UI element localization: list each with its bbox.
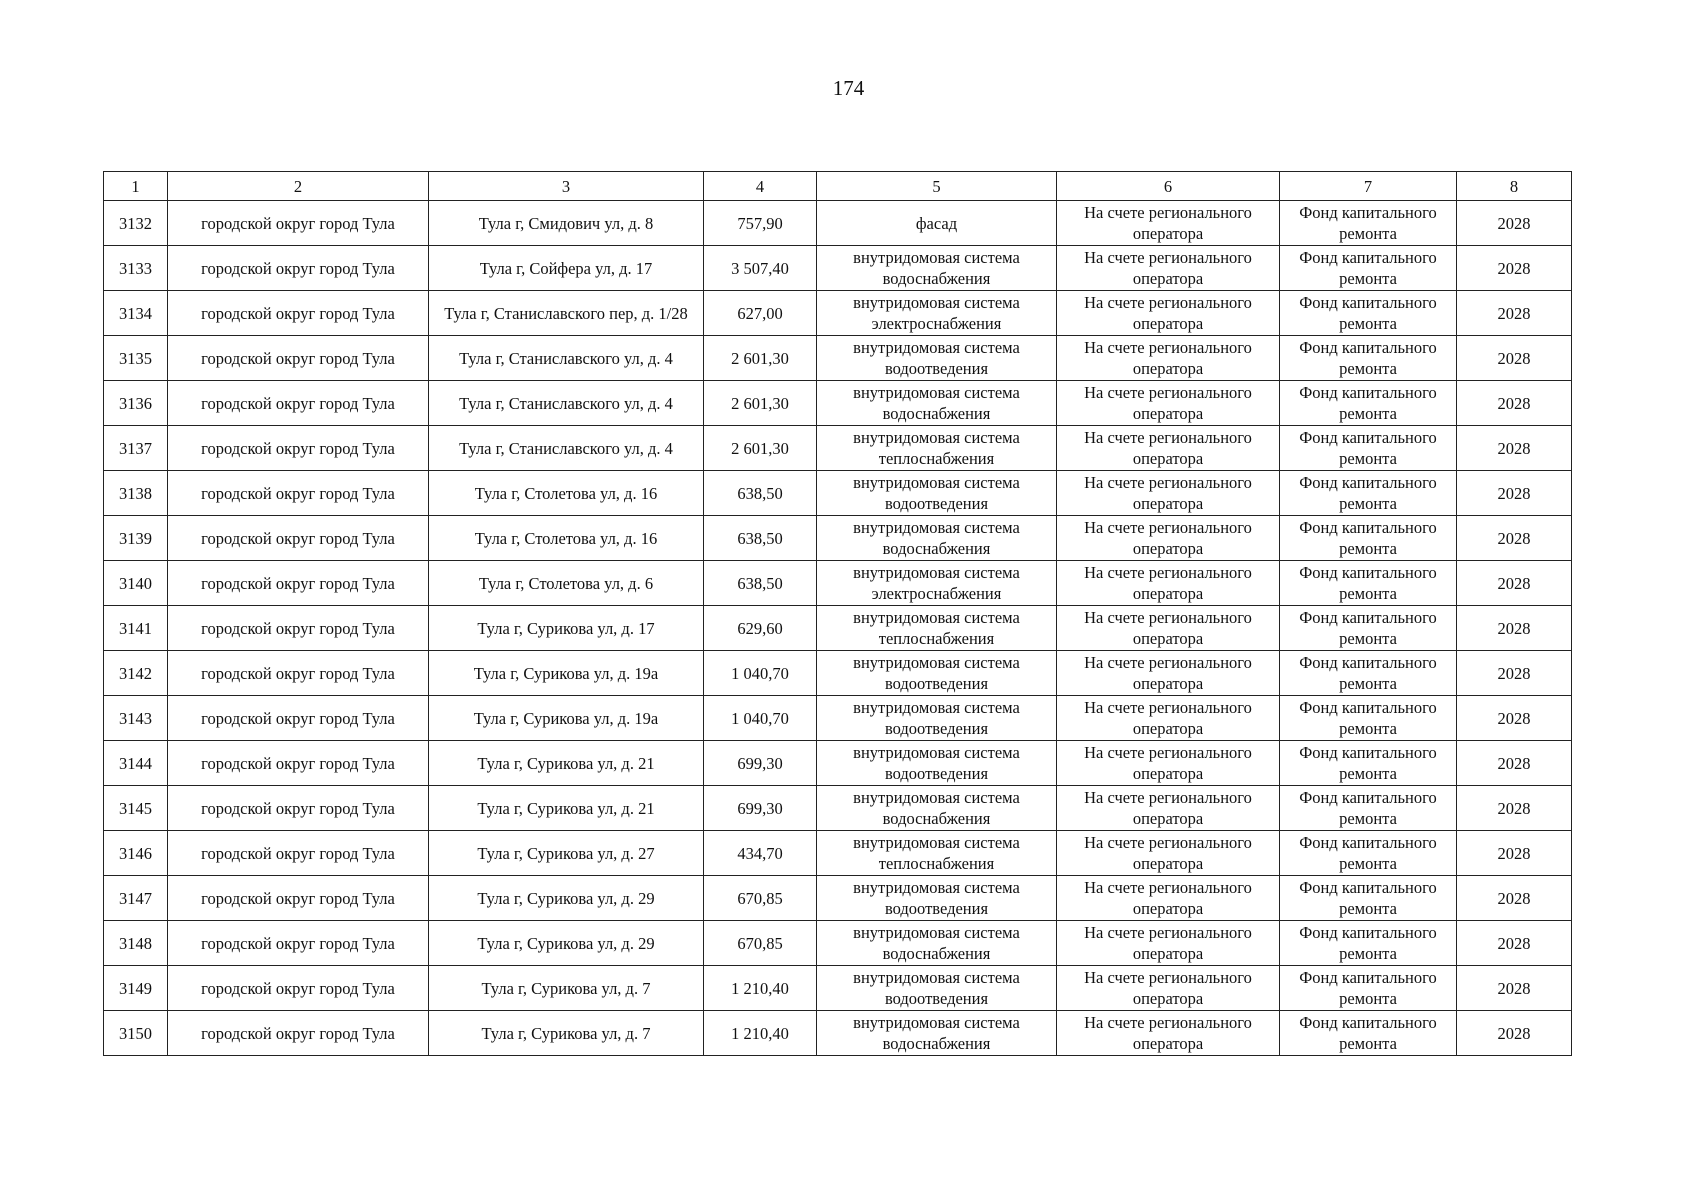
municipality-cell: городской округ город Тула (168, 336, 429, 381)
address-cell: Тула г, Сурикова ул, д. 29 (429, 921, 704, 966)
work-type-cell: внутридомовая система водоснабжения (817, 516, 1057, 561)
table-body (104, 201, 1572, 1056)
area-cell: 670,85 (704, 921, 817, 966)
table-row (104, 741, 1572, 786)
address-cell: Тула г, Сурикова ул, д. 7 (429, 1011, 704, 1056)
address-cell: Тула г, Станиславского ул, д. 4 (429, 381, 704, 426)
column-header: 3 (429, 172, 704, 201)
year-cell: 2028 (1457, 471, 1572, 516)
row-number-cell: 3138 (104, 471, 168, 516)
table-row (104, 201, 1572, 246)
table-row (104, 606, 1572, 651)
row-number-cell: 3143 (104, 696, 168, 741)
area-cell: 670,85 (704, 876, 817, 921)
address-cell: Тула г, Сурикова ул, д. 21 (429, 786, 704, 831)
municipality-cell: городской округ город Тула (168, 1011, 429, 1056)
funding-source-cell: Фонд капитального ремонта (1280, 426, 1457, 471)
municipality-cell: городской округ город Тула (168, 786, 429, 831)
row-number-cell: 3137 (104, 426, 168, 471)
municipality-cell: городской округ город Тула (168, 516, 429, 561)
work-type-cell: внутридомовая система водоотведения (817, 966, 1057, 1011)
year-cell: 2028 (1457, 606, 1572, 651)
header-row (104, 172, 1572, 201)
area-cell: 638,50 (704, 471, 817, 516)
address-cell: Тула г, Столетова ул, д. 16 (429, 471, 704, 516)
work-type-cell: внутридомовая система теплоснабжения (817, 426, 1057, 471)
table-row (104, 381, 1572, 426)
address-cell: Тула г, Станиславского ул, д. 4 (429, 426, 704, 471)
row-number-cell: 3142 (104, 651, 168, 696)
work-type-cell: внутридомовая система водоснабжения (817, 246, 1057, 291)
work-type-cell: внутридомовая система водоотведения (817, 651, 1057, 696)
address-cell: Тула г, Столетова ул, д. 6 (429, 561, 704, 606)
address-cell: Тула г, Сурикова ул, д. 7 (429, 966, 704, 1011)
column-header: 7 (1280, 172, 1457, 201)
municipality-cell: городской округ город Тула (168, 426, 429, 471)
fund-method-cell: На счете регионального оператора (1057, 786, 1280, 831)
fund-method-cell: На счете регионального оператора (1057, 471, 1280, 516)
fund-method-cell: На счете регионального оператора (1057, 201, 1280, 246)
fund-method-cell: На счете регионального оператора (1057, 606, 1280, 651)
work-type-cell: внутридомовая система теплоснабжения (817, 831, 1057, 876)
row-number-cell: 3136 (104, 381, 168, 426)
fund-method-cell: На счете регионального оператора (1057, 516, 1280, 561)
funding-source-cell: Фонд капитального ремонта (1280, 966, 1457, 1011)
funding-source-cell: Фонд капитального ремонта (1280, 606, 1457, 651)
year-cell: 2028 (1457, 921, 1572, 966)
municipality-cell: городской округ город Тула (168, 741, 429, 786)
funding-source-cell: Фонд капитального ремонта (1280, 561, 1457, 606)
funding-source-cell: Фонд капитального ремонта (1280, 381, 1457, 426)
year-cell: 2028 (1457, 696, 1572, 741)
row-number-cell: 3144 (104, 741, 168, 786)
table-header (104, 172, 1572, 201)
work-type-cell: внутридомовая система водоотведения (817, 741, 1057, 786)
fund-method-cell: На счете регионального оператора (1057, 831, 1280, 876)
table-row (104, 336, 1572, 381)
register-table (103, 171, 1572, 1056)
table-row (104, 696, 1572, 741)
area-cell: 2 601,30 (704, 336, 817, 381)
column-header: 5 (817, 172, 1057, 201)
address-cell: Тула г, Смидович ул, д. 8 (429, 201, 704, 246)
work-type-cell: внутридомовая система электроснабжения (817, 561, 1057, 606)
table-row (104, 426, 1572, 471)
row-number-cell: 3150 (104, 1011, 168, 1056)
area-cell: 434,70 (704, 831, 817, 876)
address-cell: Тула г, Сурикова ул, д. 29 (429, 876, 704, 921)
work-type-cell: внутридомовая система водоотведения (817, 471, 1057, 516)
funding-source-cell: Фонд капитального ремонта (1280, 876, 1457, 921)
table-row (104, 966, 1572, 1011)
municipality-cell: городской округ город Тула (168, 696, 429, 741)
funding-source-cell: Фонд капитального ремонта (1280, 831, 1457, 876)
year-cell: 2028 (1457, 651, 1572, 696)
address-cell: Тула г, Сойфера ул, д. 17 (429, 246, 704, 291)
column-header: 8 (1457, 172, 1572, 201)
work-type-cell: внутридомовая система водоотведения (817, 336, 1057, 381)
table-row (104, 471, 1572, 516)
year-cell: 2028 (1457, 201, 1572, 246)
address-cell: Тула г, Сурикова ул, д. 19а (429, 651, 704, 696)
work-type-cell: внутридомовая система водоотведения (817, 696, 1057, 741)
work-type-cell: внутридомовая система водоснабжения (817, 921, 1057, 966)
funding-source-cell: Фонд капитального ремонта (1280, 1011, 1457, 1056)
table-row (104, 246, 1572, 291)
funding-source-cell: Фонд капитального ремонта (1280, 246, 1457, 291)
column-header: 2 (168, 172, 429, 201)
column-header: 6 (1057, 172, 1280, 201)
funding-source-cell: Фонд капитального ремонта (1280, 516, 1457, 561)
year-cell: 2028 (1457, 516, 1572, 561)
table-row (104, 876, 1572, 921)
funding-source-cell: Фонд капитального ремонта (1280, 696, 1457, 741)
address-cell: Тула г, Сурикова ул, д. 21 (429, 741, 704, 786)
address-cell: Тула г, Сурикова ул, д. 27 (429, 831, 704, 876)
table-row (104, 1011, 1572, 1056)
work-type-cell: фасад (817, 201, 1057, 246)
year-cell: 2028 (1457, 966, 1572, 1011)
row-number-cell: 3133 (104, 246, 168, 291)
fund-method-cell: На счете регионального оператора (1057, 426, 1280, 471)
year-cell: 2028 (1457, 291, 1572, 336)
work-type-cell: внутридомовая система водоснабжения (817, 381, 1057, 426)
address-cell: Тула г, Сурикова ул, д. 19а (429, 696, 704, 741)
year-cell: 2028 (1457, 561, 1572, 606)
area-cell: 1 040,70 (704, 696, 817, 741)
year-cell: 2028 (1457, 741, 1572, 786)
row-number-cell: 3135 (104, 336, 168, 381)
fund-method-cell: На счете регионального оператора (1057, 876, 1280, 921)
page-number: 174 (832, 76, 865, 100)
table-row (104, 831, 1572, 876)
funding-source-cell: Фонд капитального ремонта (1280, 291, 1457, 336)
municipality-cell: городской округ город Тула (168, 246, 429, 291)
municipality-cell: городской округ город Тула (168, 381, 429, 426)
year-cell: 2028 (1457, 831, 1572, 876)
fund-method-cell: На счете регионального оператора (1057, 696, 1280, 741)
area-cell: 1 210,40 (704, 1011, 817, 1056)
fund-method-cell: На счете регионального оператора (1057, 291, 1280, 336)
municipality-cell: городской округ город Тула (168, 831, 429, 876)
row-number-cell: 3141 (104, 606, 168, 651)
address-cell: Тула г, Станиславского ул, д. 4 (429, 336, 704, 381)
year-cell: 2028 (1457, 336, 1572, 381)
fund-method-cell: На счете регионального оператора (1057, 966, 1280, 1011)
municipality-cell: городской округ город Тула (168, 921, 429, 966)
column-header: 1 (104, 172, 168, 201)
area-cell: 2 601,30 (704, 381, 817, 426)
area-cell: 638,50 (704, 561, 817, 606)
address-cell: Тула г, Станиславского пер, д. 1/28 (429, 291, 704, 336)
fund-method-cell: На счете регионального оператора (1057, 921, 1280, 966)
table-row (104, 516, 1572, 561)
row-number-cell: 3146 (104, 831, 168, 876)
funding-source-cell: Фонд капитального ремонта (1280, 651, 1457, 696)
row-number-cell: 3148 (104, 921, 168, 966)
municipality-cell: городской округ город Тула (168, 471, 429, 516)
fund-method-cell: На счете регионального оператора (1057, 1011, 1280, 1056)
work-type-cell: внутридомовая система теплоснабжения (817, 606, 1057, 651)
area-cell: 638,50 (704, 516, 817, 561)
area-cell: 2 601,30 (704, 426, 817, 471)
work-type-cell: внутридомовая система водоснабжения (817, 786, 1057, 831)
fund-method-cell: На счете регионального оператора (1057, 741, 1280, 786)
area-cell: 699,30 (704, 741, 817, 786)
table-row (104, 786, 1572, 831)
fund-method-cell: На счете регионального оператора (1057, 381, 1280, 426)
table-row (104, 921, 1572, 966)
year-cell: 2028 (1457, 876, 1572, 921)
municipality-cell: городской округ город Тула (168, 876, 429, 921)
row-number-cell: 3145 (104, 786, 168, 831)
area-cell: 627,00 (704, 291, 817, 336)
municipality-cell: городской округ город Тула (168, 291, 429, 336)
funding-source-cell: Фонд капитального ремонта (1280, 786, 1457, 831)
fund-method-cell: На счете регионального оператора (1057, 561, 1280, 606)
fund-method-cell: На счете регионального оператора (1057, 336, 1280, 381)
funding-source-cell: Фонд капитального ремонта (1280, 336, 1457, 381)
fund-method-cell: На счете регионального оператора (1057, 246, 1280, 291)
address-cell: Тула г, Столетова ул, д. 16 (429, 516, 704, 561)
funding-source-cell: Фонд капитального ремонта (1280, 921, 1457, 966)
row-number-cell: 3139 (104, 516, 168, 561)
address-cell: Тула г, Сурикова ул, д. 17 (429, 606, 704, 651)
column-header: 4 (704, 172, 817, 201)
municipality-cell: городской округ город Тула (168, 651, 429, 696)
table-row (104, 561, 1572, 606)
area-cell: 757,90 (704, 201, 817, 246)
municipality-cell: городской округ город Тула (168, 561, 429, 606)
area-cell: 1 040,70 (704, 651, 817, 696)
row-number-cell: 3149 (104, 966, 168, 1011)
area-cell: 3 507,40 (704, 246, 817, 291)
year-cell: 2028 (1457, 1011, 1572, 1056)
fund-method-cell: На счете регионального оператора (1057, 651, 1280, 696)
year-cell: 2028 (1457, 381, 1572, 426)
area-cell: 1 210,40 (704, 966, 817, 1011)
area-cell: 629,60 (704, 606, 817, 651)
municipality-cell: городской округ город Тула (168, 606, 429, 651)
municipality-cell: городской округ город Тула (168, 966, 429, 1011)
year-cell: 2028 (1457, 786, 1572, 831)
year-cell: 2028 (1457, 426, 1572, 471)
funding-source-cell: Фонд капитального ремонта (1280, 201, 1457, 246)
funding-source-cell: Фонд капитального ремонта (1280, 741, 1457, 786)
row-number-cell: 3132 (104, 201, 168, 246)
work-type-cell: внутридомовая система водоотведения (817, 876, 1057, 921)
row-number-cell: 3134 (104, 291, 168, 336)
table-row (104, 291, 1572, 336)
area-cell: 699,30 (704, 786, 817, 831)
row-number-cell: 3147 (104, 876, 168, 921)
work-type-cell: внутридомовая система водоснабжения (817, 1011, 1057, 1056)
year-cell: 2028 (1457, 246, 1572, 291)
funding-source-cell: Фонд капитального ремонта (1280, 471, 1457, 516)
row-number-cell: 3140 (104, 561, 168, 606)
table-row (104, 651, 1572, 696)
work-type-cell: внутридомовая система электроснабжения (817, 291, 1057, 336)
municipality-cell: городской округ город Тула (168, 201, 429, 246)
